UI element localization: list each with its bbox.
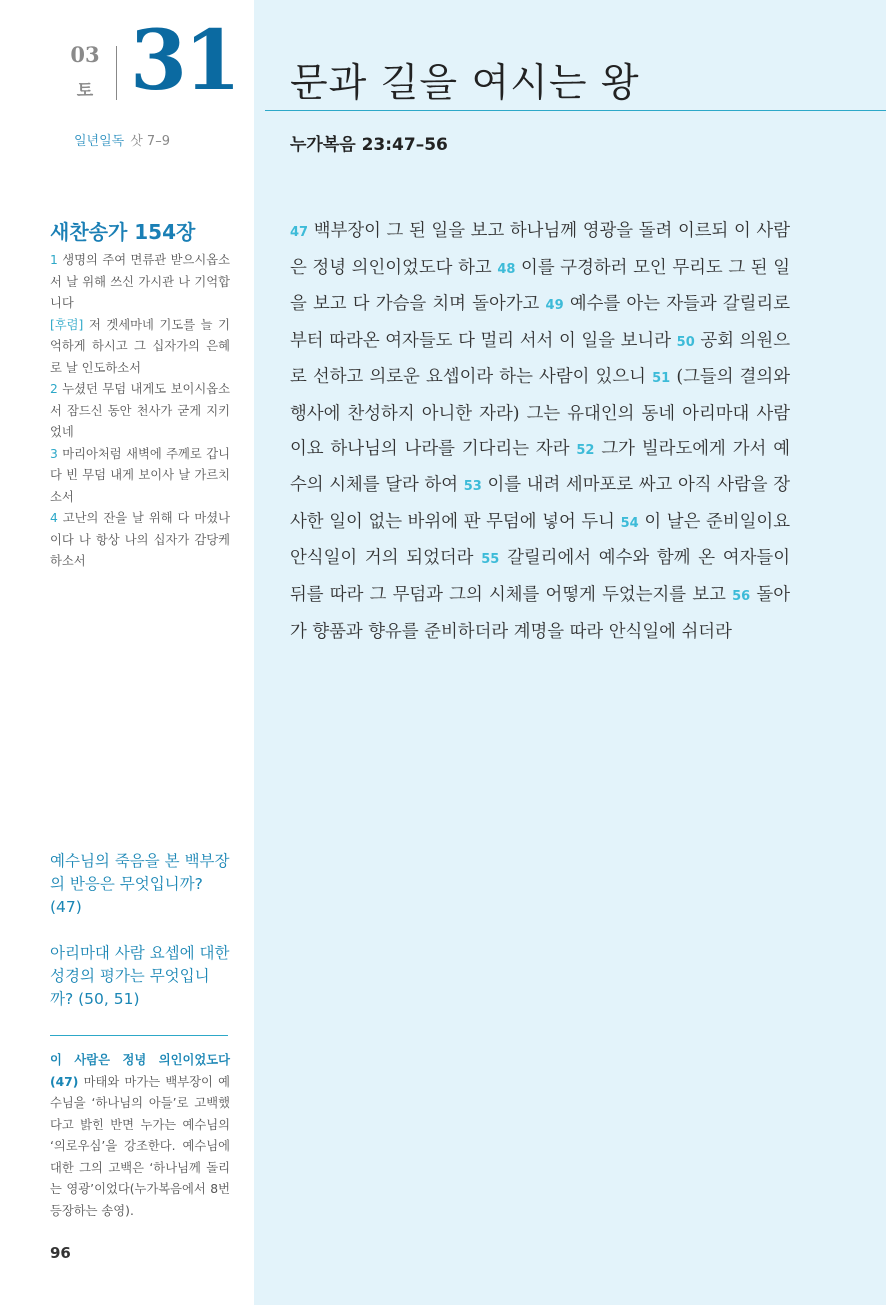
verse-text: 백부장이 그 된 일을 보고 하나님께 영광을 돌려 이르되 이 사람은 정녕 의인이었도다 하고 [290,221,790,278]
passage-reference: 누가복음 23:47–56 [290,135,448,155]
verse-text: 갈릴리에서 예수와 함께 온 여자들이 뒤를 따라 그 무덤과 그의 시체를 어떻게 두었는지를 보고 [290,548,791,605]
main-panel [254,0,886,1305]
hymn-lyrics [50,250,230,573]
scripture-text [290,214,790,649]
verse-text: 돌아가 향품과 향유를 준비하더라 계명을 따라 안식일에 쉬더라 [290,584,791,642]
verse-text: 이를 구경하러 모인 무리도 그 된 일을 보고 다 가슴을 치며 돌아가고 [290,257,790,315]
reading-plan-label: 일년일독 [74,134,125,149]
title-divider [265,110,886,111]
reading-plan-reference: 삿 7–9 [130,134,170,149]
verse-number: 54 [620,515,639,531]
date-divider [116,46,117,100]
verse-number: 50 [676,334,695,350]
commentary-note [50,1050,230,1222]
reflection-question: 예수님의 죽음을 본 백부장의 반응은 무엇입니까? (47) [50,852,230,916]
verse-number: 52 [576,442,595,458]
hymn-title: 새찬송가 154장 [50,220,196,244]
verse-text: 예수를 아는 자들과 갈릴리로부터 따라온 여자들도 다 멀리 서서 이 일을 보니라 [290,294,791,351]
commentary-text: 마태와 마가는 백부장이 예수님을 ‘하나님의 아들’로 고백했다고 밝힌 반면 누가는 예수님의 ‘의로우심’을 강조한다. 예수님에 대한 그의 고백은 ‘하나님께 돌리는 영광’이었다(누가복음에서 8번 등장하는 송영). [50,1074,230,1218]
hymn-verse [50,508,230,573]
hymn-verse-number: 3 [50,446,58,461]
verse-number: 53 [463,479,482,495]
reflection-question: 아리마대 사람 요셉에 대한 성경의 평가는 무엇입니까? (50, 51) [50,944,230,1008]
page-number: 96 [50,1244,71,1262]
sidebar-divider [50,1035,228,1036]
date-month: 03 [70,42,100,67]
page-title: 문과 길을 여시는 왕 [290,61,640,106]
verse-text: (그들의 결의와 행사에 찬성하지 아니한 자라) 그는 유대인의 동네 아리마대 사람이요 하나님의 나라를 기다리는 자라 [290,367,791,459]
hymn-verse [50,250,230,315]
verse-text: 공회 의원으로 선하고 의로운 요셉이라 하는 사람이 있으니 [290,330,791,388]
verse-number: 51 [652,371,671,387]
verse-number: 48 [497,261,516,277]
verse-number: 56 [732,588,751,604]
hymn-verse [50,444,230,509]
hymn-chorus [50,315,230,380]
date-day: 31 [130,13,239,109]
hymn-verse-text: 생명의 주여 면류관 받으시옵소서 날 위해 쓰신 가시관 나 기억합니다 [50,253,230,310]
sidebar [0,0,254,1305]
hymn-verse-number: 1 [50,253,58,267]
verse-number: 47 [290,225,309,240]
verse-number: 49 [545,298,564,314]
hymn-verse-text: 누셨던 무덤 내게도 보이시옵소서 잠드신 동안 천사가 굳게 지키었네 [50,382,230,439]
hymn-verse-text: 마리아처럼 새벽에 주께로 갑니다 빈 무덤 내게 보이사 날 가르치소서 [50,446,230,504]
reading-plan [74,130,170,149]
date-weekday: 토 [76,81,94,101]
hymn-verse-number: 4 [50,511,58,525]
verse-text: 그가 빌라도에게 가서 예수의 시체를 달라 하여 [290,438,791,496]
hymn-chorus-label: [후렴] [50,317,84,332]
verse-number: 55 [481,552,500,568]
hymn-verse-text: 고난의 잔을 날 위해 다 마셨나이다 나 항상 나의 십자가 감당케 하소서 [50,511,230,568]
hymn-verse [50,379,230,444]
verse-text: 이를 내려 세마포로 싸고 아직 사람을 장사한 일이 없는 바위에 판 무덤에 넣어 두니 [290,475,791,532]
commentary-highlight: 이 사람은 정녕 의인이었도다 (47) [50,1053,230,1089]
verse-text: 이 날은 준비일이요 안식일이 거의 되었더라 [290,511,791,569]
hymn-verse-number: 2 [50,382,58,396]
hymn-verse-text: 저 겟세마네 기도를 늘 기억하게 하시고 그 십자가의 은혜로 날 인도하소서 [50,317,230,375]
